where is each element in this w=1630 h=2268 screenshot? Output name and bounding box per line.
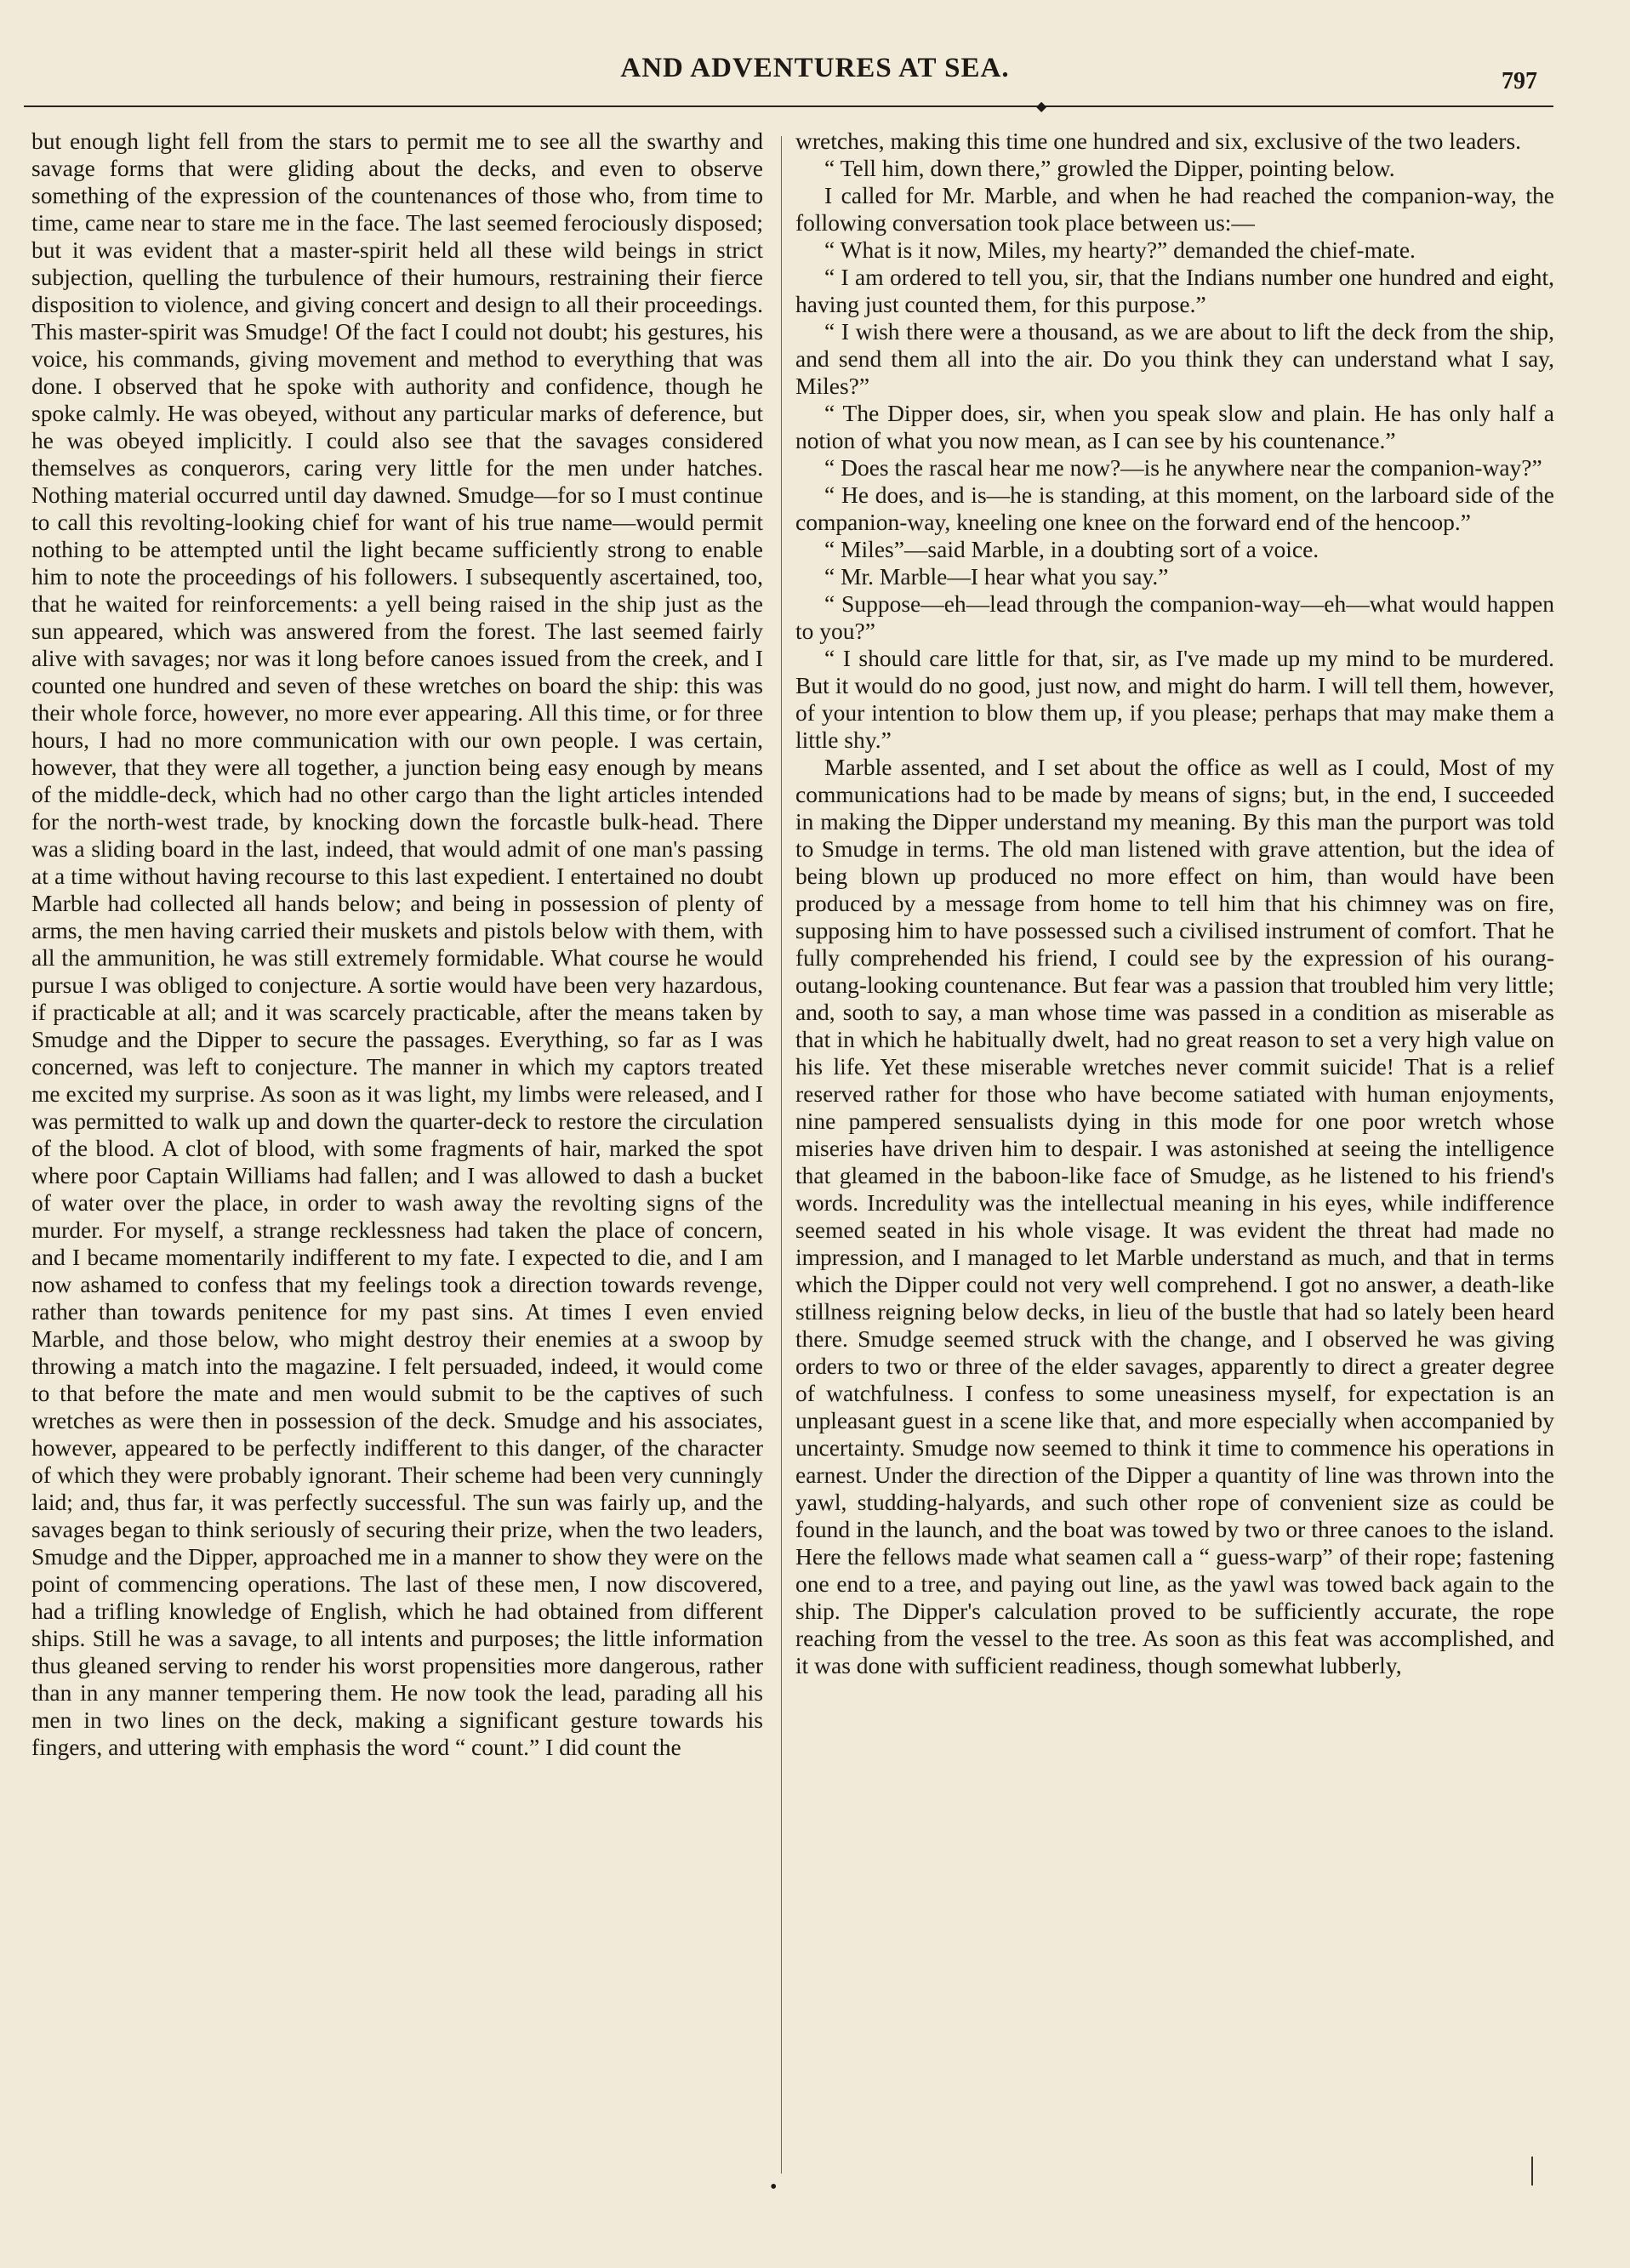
column-divider	[781, 136, 782, 2174]
page-number: 797	[1502, 68, 1537, 94]
right-paragraph: “ I wish there were a thousand, as we are about to lift the deck from the ship, and send them all into the air. Do you think they can understand what I say, Miles?”	[795, 318, 1554, 399]
left-column	[31, 128, 763, 1761]
right-paragraph: “ Mr. Marble—I hear what you say.”	[824, 563, 1169, 590]
right-paragraph: “ He does, and is—he is standing, at this moment, on the larboard side of the companion-way, kneeling one knee on the forward end of the hencoop.”	[795, 482, 1554, 535]
right-paragraph: wretches, making this time one hundred and six, exclusive of the two leaders.	[795, 128, 1522, 154]
right-column	[795, 128, 1554, 1679]
right-paragraph: “ I am ordered to tell you, sir, that the Indians number one hundred and eight, having just counted them, for this purpose.”	[795, 264, 1554, 317]
right-paragraph: “ What is it now, Miles, my hearty?” demanded the chief-mate.	[824, 236, 1416, 263]
header-rule	[24, 105, 1553, 107]
right-paragraph: Marble assented, and I set about the office as well as I could, Most of my communications had to be made by means of signs; but, in the end, I succeeded in making the Dipper understand my meaning. By this man the purport was told to Smudge in terms. The old man listened with grave attention, but the idea of being blown up produced no more effect on him, than would have been produced by a message from home to tell him that his chimney was on fire, supposing him to have possessed such a civilised instrument of comfort. That he fully comprehended his friend, I could see by the expression of his ourang-outang-looking countenance. But fear was a passion that troubled him very little; and, sooth to say, a man whose time was passed in a condition as miserable as that in which he habitually dwelt, had no great reason to set a very high value on his life. Yet these miserable wretches never commit suicide! That is a relief reserved rather for those who have become satiated with human enjoyments, nine pampered sensualists dying in this mode for one poor wretch whose miseries have driven him to despair. I was astonished at seeing the intelligence that gleamed in the baboon-like face of Smudge, as he listened to his friend's words. Incredulity was the intellectual meaning in his eyes, while indifference seemed seated in his whole visage. It was evident the threat had made no impression, and I managed to let Marble understand as much, and that in terms which the Dipper could not very well comprehend. I got no answer, a death-like stillness reigning below decks, in lieu of the bustle that had so lately been heard there. Smudge seemed struck with the change, and I observed he was giving orders to two or three of the elder savages, apparently to direct a greater degree of watchfulness. I confess to some uneasiness myself, for expectation is an unpleasant guest in a scene like that, and more especially when accompanied by uncertainty. Smudge now seemed to think it time to commence his operations in earnest. Under the direction of the Dipper a quantity of line was thrown into the yawl, studding-halyards, and such other rope of convenient size as could be found in the launch, and the boat was towed by two or three canoes to the island. Here the fellows made what seamen call a “ guess-warp” of their rope; fastening one end to a tree, and paying out line, as the yawl was towed back again to the ship. The Dipper's calculation proved to be sufficiently accurate, the rope reaching from the vessel to the tree. As soon as this feat was accomplished, and it was done with sufficient readiness, though somewhat lubberly,	[795, 754, 1554, 1678]
right-paragraph: “ Does the rascal hear me now?—is he anywhere near the companion-way?”	[824, 454, 1542, 481]
margin-mark	[1531, 2157, 1533, 2185]
right-paragraph: “ The Dipper does, sir, when you speak slow and plain. He has only half a notion of what you now mean, as I can see by his countenance.”	[795, 400, 1554, 453]
rule-ornament: ◆	[1036, 100, 1047, 114]
right-paragraph: I called for Mr. Marble, and when he had reached the companion-way, the following conversation took place between us:—	[795, 182, 1554, 236]
right-paragraph: “ Tell him, down there,” growled the Dipper, pointing below.	[824, 155, 1395, 181]
signature-mark: •	[770, 2176, 778, 2198]
running-title: AND ADVENTURES AT SEA.	[620, 53, 1010, 83]
right-paragraph: “ Suppose—eh—lead through the companion-way—eh—what would happen to you?”	[795, 590, 1554, 644]
right-paragraph: “ Miles”—said Marble, in a doubting sort of a voice.	[824, 536, 1319, 562]
right-paragraph: “ I should care little for that, sir, as I've made up my mind to be murdered. But it would do no good, just now, and might do harm. I will tell them, however, of your intention to blow them up, if you please; perhaps that may make them a little shy.”	[795, 645, 1554, 753]
left-paragraph: but enough light fell from the stars to permit me to see all the swarthy and savage forms that were gliding about the decks, and even to observe something of the expression of the countenances of those who, from time to time, came near to stare me in the face. The last seemed ferociously disposed; but it was evident that a master-spirit held all these wild beings in strict subjection, quelling the turbulence of their humours, restraining their fierce disposition to violence, and giving concert and design to all their proceedings. This master-spirit was Smudge! Of the fact I could not doubt; his gestures, his voice, his commands, giving movement and method to everything that was done. I observed that he spoke with authority and confidence, though he spoke calmly. He was obeyed, without any particular marks of deference, but he was obeyed implicitly. I could also see that the savages considered themselves as conquerors, caring very little for the men under hatches. Nothing material occurred until day dawned. Smudge—for so I must continue to call this revolting-looking chief for want of his true name—would permit nothing to be attempted until the light became sufficiently strong to enable him to note the proceedings of his followers. I subsequently ascertained, too, that he waited for reinforcements: a yell being raised in the ship just as the sun appeared, which was answered from the forest. The last seemed fairly alive with savages; nor was it long before canoes issued from the creek, and I counted one hundred and seven of these wretches on board the ship: this was their whole force, however, no more ever appearing. All this time, or for three hours, I had no more communication with our own people. I was certain, however, that they were all together, a junction being easy enough by means of the middle-deck, which had no other cargo than the light articles intended for the north-west trade, by knocking down the forcastle bulk-head. There was a sliding board in the last, indeed, that would admit of one man's passing at a time without having recourse to this last expedient. I entertained no doubt Marble had collected all hands below; and being in possession of plenty of arms, the men having carried their muskets and pistols below with them, with all the ammunition, he was still extremely formidable. What course he would pursue I was obliged to conjecture. A sortie would have been very hazardous, if practicable at all; and it was scarcely practicable, after the means taken by Smudge and the Dipper to secure the passages. Everything, so far as I was concerned, was left to conjecture. The manner in which my captors treated me excited my surprise. As soon as it was light, my limbs were released, and I was permitted to walk up and down the quarter-deck to restore the circulation of the blood. A clot of blood, with some fragments of hair, marked the spot where poor Captain Williams had fallen; and I was allowed to dash a bucket of water over the place, in order to wash away the revolting signs of the murder. For myself, a strange recklessness had taken the place of concern, and I became momentarily indifferent to my fate. I expected to die, and I am now ashamed to confess that my feelings took a direction towards revenge, rather than towards penitence for my past sins. At times I even envied Marble, and those below, who might destroy their enemies at a swoop by throwing a match into the magazine. I felt persuaded, indeed, it would come to that before the mate and men would submit to be the captives of such wretches as were then in possession of the deck. Smudge and his associates, however, appeared to be perfectly indifferent to this danger, of the character of which they were probably ignorant. Their scheme had been very cunningly laid; and, thus far, it was perfectly successful. The sun was fairly up, and the savages began to think seriously of securing their prize, when the two leaders, Smudge and the Dipper, approached me in a manner to show they were on the point of commencing operations. The last of these men, I now discovered, had a trifling knowledge of English, which he had obtained from different ships. Still he was a savage, to all intents and purposes; the little information thus gleaned serving to render his worst propensities more dangerous, rather than in any manner tempering them. He now took the lead, parading all his men in two lines on the deck, making a significant gesture towards his fingers, and uttering with emphasis the word “ count.” I did count the	[31, 128, 763, 1760]
